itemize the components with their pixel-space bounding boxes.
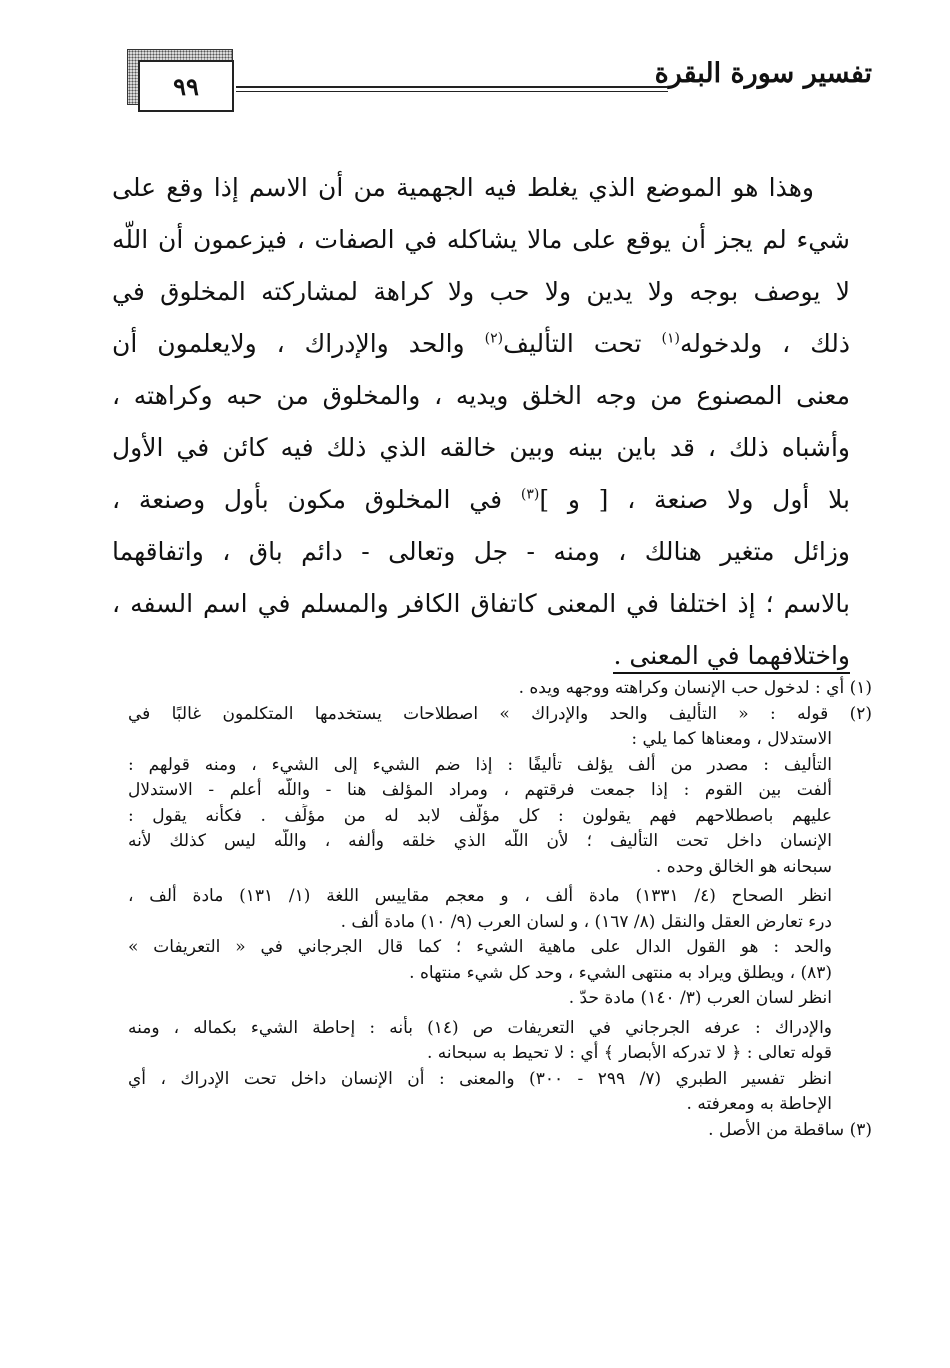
footnote-line: (١) أي : لدخول حب الإنسان وكراهته ووجهه ويده . bbox=[518, 678, 872, 698]
footnote-line: والحد : هو القول الدال على ماهية الشيء ؛ كما قال الجرجاني في « التعريفات » bbox=[128, 937, 832, 957]
body-line: معنى المصنوع من وجه الخلق ويديه ، والمخلوق من حبه وكراهته ، bbox=[112, 381, 850, 410]
footnote-line: ألفت بين القوم : إذا جمعت فرقتهم ، ومراد المؤلف هنا - واللّه أعلم - الاستدلال bbox=[128, 780, 832, 800]
footnote-line: (٨٣) ، ويطلق ويراد به منتهى الشيء ، وحد كل شيء منتهاه . bbox=[409, 962, 832, 983]
body-line: شيء لم يجز أن يوقع على مالا يشاكله في الصفات ، فيزعمون أن اللّه bbox=[112, 225, 850, 254]
running-title: تفسير سورة البقرة bbox=[654, 58, 872, 89]
footnote-ref: (١) bbox=[661, 330, 680, 347]
body-line-part: تحت التأليف bbox=[503, 329, 642, 358]
body-line: وأشباه ذلك ، قد باين بينه وبين خالقه الذي ذلك فيه كائن في الأول bbox=[112, 433, 850, 462]
footnote-line: انظر الصحاح (٤/ ١٣٣١) مادة ألف ، و معجم مقاييس اللغة (١/ ١٣١) مادة ألف ، bbox=[128, 886, 833, 906]
body-line bbox=[112, 630, 850, 682]
main-text bbox=[112, 162, 850, 682]
footnote-line: الإنسان داخل تحت التأليف ؛ لأن اللّه الذي خلقه وألفه ، واللّه ليس كذلك لأنه bbox=[128, 831, 832, 851]
footnote-line: التأليف : مصدر من ألف يؤلف تأليفًا : إذا ضم الشيء إلى الشيء ، ومنه قولهم : bbox=[128, 754, 832, 775]
header-rule bbox=[236, 86, 668, 92]
page-number-box bbox=[138, 60, 234, 112]
footnote-ref: (٢) bbox=[484, 330, 504, 347]
body-line bbox=[112, 318, 850, 370]
body-line: وهذا هو الموضع الذي يغلط فيه الجهمية من أن الاسم إذا وقع على bbox=[112, 173, 814, 202]
footnote-ref: (٣) bbox=[520, 486, 540, 503]
footnote-line: الإحاطة به ومعرفته . bbox=[686, 1094, 832, 1114]
body-line-final: واختلافهما في المعنى . bbox=[613, 641, 850, 674]
body-line: بالاسم ؛ إذ اختلفا في المعنى كاتفاق الكافر والمسلم في اسم السفه ، bbox=[112, 589, 850, 618]
body-line-part: بلا أول ولا صنعة ، [ و ] bbox=[539, 485, 850, 514]
footnote-line: والإدراك : عرفه الجرجاني في التعريفات ص (١٤) بأنه : إحاطة الشيء بكماله ، ومنه bbox=[128, 1017, 833, 1038]
footnote-line: الاستدلال ، ومعناها كما يلي : bbox=[631, 729, 832, 749]
footnote-line: درء تعارض العقل والنقل (٨/ ١٦٧) ، و لسان العرب (٩/ ١٠) مادة ألف . bbox=[340, 911, 832, 932]
footnote-line: انظر تفسير الطبري (٧/ ٢٩٩ - ٣٠٠) والمعنى : أن الإنسان داخل تحت الإدراك ، أي bbox=[128, 1068, 832, 1089]
footnote-line: قوله تعالى : ﴿ لا تدركه الأبصار ﴾ أي : لا تحيط به سبحانه . bbox=[426, 1043, 832, 1063]
footnote-line: سبحانه هو الخالق وحده . bbox=[655, 856, 832, 877]
body-line-part: والحد والإدراك ، ولايعلمون أن bbox=[112, 329, 465, 358]
footnote-line: (٢) قوله : « التأليف والحد والإدراك » اصطلاحات يستخدمها المتكلمون غالبًا في bbox=[128, 703, 872, 724]
page-number: ٩٩ bbox=[173, 71, 199, 101]
body-line bbox=[112, 474, 850, 526]
body-line-part: ذلك ، ولدخوله bbox=[679, 329, 850, 358]
body-line-part: في المخلوق مكون بأول وصنعة ، bbox=[112, 485, 503, 514]
body-line: لا يوصف بوجه ولا يدين ولا حب ولا كراهة لمشاركته المخلوق في bbox=[112, 277, 850, 306]
body-line: وزائل متغير هنالك ، ومنه - جل وتعالى - دائم باق ، واتفاقهما bbox=[112, 537, 850, 566]
footnote-line: انظر لسان العرب (٣/ ١٤٠) مادة حدّ . bbox=[568, 988, 832, 1008]
footnote-line: عليهم باصطلاحهم فهم يقولون : كل مؤلَّف لابد له من مؤلِّف . فكأنه يقول : bbox=[128, 805, 832, 826]
footnote-line: (٣) ساقطة من الأصل . bbox=[708, 1119, 872, 1140]
footnotes bbox=[128, 676, 872, 1143]
